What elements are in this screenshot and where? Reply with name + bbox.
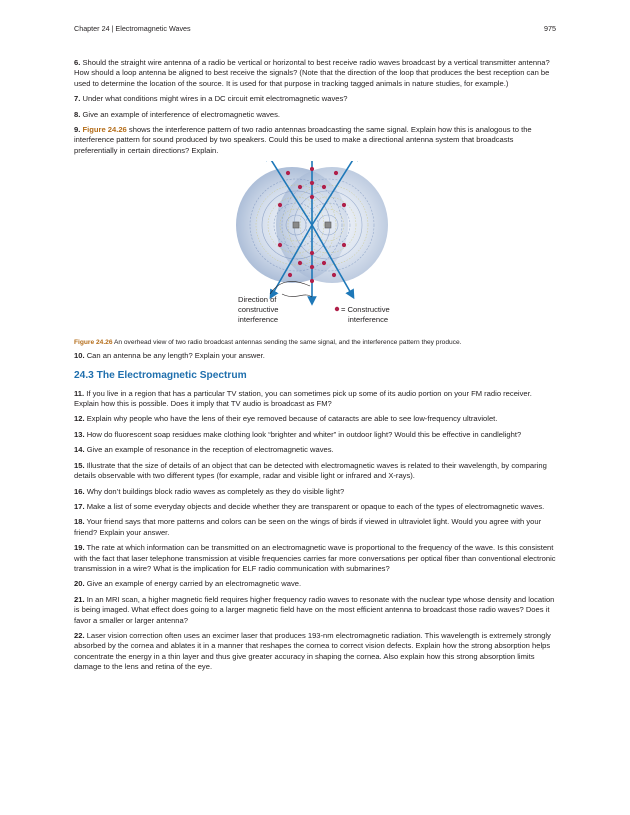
section-heading: 24.3 The Electromagnetic Spectrum	[74, 369, 247, 381]
question-list-b	[74, 389, 556, 673]
question-item	[74, 430, 556, 440]
question-number: 7.	[74, 94, 81, 104]
question-item	[74, 445, 556, 455]
question-item	[74, 110, 556, 120]
question-number: 14.	[74, 445, 85, 455]
caption-label: Figure 24.26	[74, 339, 113, 347]
question-text: Why don’t buildings block radio waves as completely as they do visible light?	[86, 486, 345, 496]
question-item	[74, 631, 556, 673]
question-number: 20.	[74, 579, 85, 589]
page-content	[74, 58, 556, 678]
question-item	[74, 579, 556, 589]
direction-label-2: constructive	[238, 305, 279, 315]
question-number: 12.	[74, 414, 85, 424]
constructive-point	[298, 185, 302, 189]
question-text: Explain why people who have the lens of their eye removed because of cataracts are able to see low-frequency ultraviolet.	[86, 414, 498, 424]
interference-diagram	[74, 161, 556, 333]
question-item	[74, 595, 556, 626]
page-number: 975	[544, 24, 556, 33]
antenna-left	[293, 222, 299, 228]
question-text: Laser vision correction often uses an excimer laser that produces 193-nm electromagnetic radiation. This wavelength is extremely strongly absorbed by the cornea and ablates it in a manner that reshapes the cornea to correct vision defects. Explain how the strong absorption helps concentrate the energy in a thin layer and thus give greater accuracy in shaping the cornea. Also explain how this strong absorption limits damage to the lens and retina of the eye.	[74, 630, 551, 672]
question-text: Under what conditions might wires in a DC circuit emit electromagnetic waves?	[82, 94, 348, 104]
constructive-point	[310, 279, 314, 283]
question-item	[74, 502, 556, 512]
question-number: 16.	[74, 486, 85, 496]
question-number: 6.	[74, 58, 81, 67]
constructive-point	[332, 273, 336, 277]
question-text: In an MRI scan, a higher magnetic field requires higher frequency radio waves to resonate with the nuclear type whose density and location is being imaged. What effect does going to a larger magnetic field have on the most efficient antenna to broadcast those radio waves? Does it favor a smaller or larger antenna?	[74, 594, 555, 625]
constructive-point	[310, 195, 314, 199]
constructive-point	[310, 181, 314, 185]
question-text: Can an antenna be any length? Explain your answer.	[86, 351, 265, 361]
question-text: Your friend says that more patterns and colors can be seen on the wings of birds if viewed in ultraviolet light. Would you agree with your friend? Explain your answer.	[74, 517, 542, 537]
question-text: Illustrate that the size of details of an object that can be detected with electromagnetic waves is related to their wavelength, by comparing details observable with two different types (for example, radar and visible light or infrared and X-rays).	[74, 460, 547, 481]
constructive-point	[298, 261, 302, 265]
question-text: Make a list of some everyday objects and decide whether they are transparent or opaque to each of the types of electromagnetic waves.	[86, 501, 545, 511]
question-number: 18.	[74, 517, 85, 527]
antenna-right	[325, 222, 331, 228]
question-item	[74, 414, 556, 424]
constructive-point	[310, 251, 314, 255]
question-number: 19.	[74, 543, 85, 553]
question-number: 11.	[74, 388, 85, 398]
page-header	[74, 24, 556, 33]
question-text: How do fluorescent soap residues make clothing look “brighter and whiter” in outdoor light? Would this be effective in candlelight?	[86, 429, 522, 439]
question-9	[74, 125, 556, 156]
question-item	[74, 389, 556, 410]
question-text: Should the straight wire antenna of a radio be vertical or horizontal to best receive radio waves broadcast by a vertical transmitter antenna? How should a loop antenna be aligned to best receive the signals? (Note that the direction of the loop that produces the best reception can be used to determine the location of the source. It is used for that purpose in tracking tagged animals in nature studies, for example.)	[74, 58, 550, 88]
question-item	[74, 461, 556, 482]
question-item	[74, 58, 556, 89]
question-text: Give an example of resonance in the reception of electromagnetic waves.	[86, 445, 334, 455]
question-text: Give an example of energy carried by an electromagnetic wave.	[86, 579, 302, 589]
caption-text: An overhead view of two radio broadcast antennas sending the same signal, and the interference pattern they produce.	[113, 339, 462, 347]
constructive-point	[342, 243, 346, 247]
constructive-point	[322, 185, 326, 189]
question-number: 15.	[74, 460, 85, 470]
direction-label-3: interference	[238, 315, 279, 325]
question-text: If you live in a region that has a particular TV station, you can sometimes pick up some of its audio portion on your FM radio receiver. Explain how this is possible. Does it imply that TV audio is broadcast as FM?	[74, 388, 532, 409]
question-number: 10.	[74, 351, 85, 361]
question-10	[74, 351, 556, 361]
question-item	[74, 517, 556, 538]
figure-link[interactable]: Figure 24.26	[82, 125, 127, 135]
constructive-point	[278, 203, 282, 207]
question-number: 17.	[74, 501, 85, 511]
constructive-point	[334, 171, 338, 175]
chapter-title: Chapter 24 | Electromagnetic Waves	[74, 24, 191, 33]
direction-label-1: Direction of	[238, 295, 277, 305]
question-item	[74, 543, 556, 574]
constructive-point	[322, 261, 326, 265]
question-item	[74, 487, 556, 497]
question-number: 9.	[74, 125, 81, 135]
question-number: 13.	[74, 429, 85, 439]
constructive-point	[342, 203, 346, 207]
question-text: The rate at which information can be transmitted on an electromagnetic wave is proportional to the frequency of the wave. Is this consistent with the fact that laser telephone transmission at visible frequencies carries far more conversations per optical fiber than conventional electronic transmission in a wire? What is the implication for ELF radio communication with submarines?	[74, 543, 556, 573]
legend-dot	[335, 307, 339, 311]
legend-label-1: = Constructive	[341, 305, 390, 315]
question-item	[74, 94, 556, 104]
legend-label-2: interference	[348, 315, 389, 325]
question-number: 8.	[74, 109, 81, 119]
constructive-point	[288, 273, 292, 277]
figure-caption	[74, 338, 556, 347]
question-number: 22.	[74, 630, 85, 640]
question-text: shows the interference pattern of two radio antennas broadcasting the same signal. Explain how this is analogous to the interference pattern for sound produced by two speakers. Could this be used to make a directional antenna system that broadcasts preferentially in certain directions? Explain.	[74, 125, 532, 155]
constructive-point	[286, 171, 290, 175]
pointer-line-2	[282, 294, 312, 297]
question-number: 21.	[74, 594, 85, 604]
constructive-point	[278, 243, 282, 247]
question-text: Give an example of interference of electromagnetic waves.	[82, 109, 281, 119]
constructive-point	[310, 167, 314, 171]
figure-24-26	[74, 161, 556, 333]
constructive-point	[310, 265, 314, 269]
question-list-a	[74, 58, 556, 120]
